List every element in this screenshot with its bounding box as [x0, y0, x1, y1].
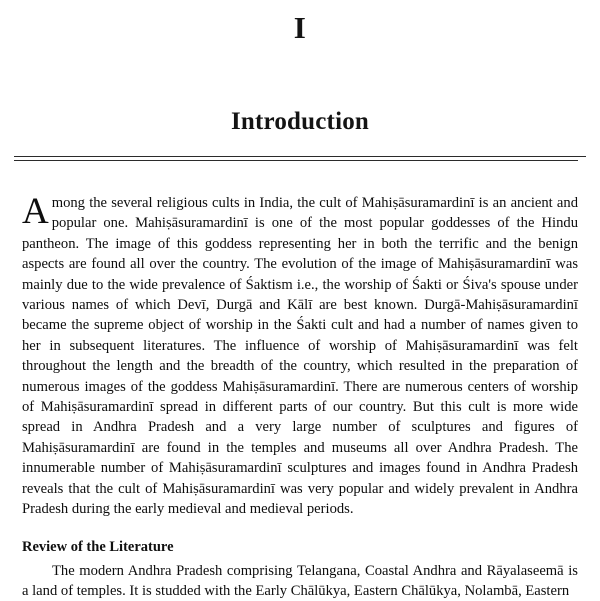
chapter-number: I [22, 0, 578, 43]
opening-paragraph-text: mong the several religious cults in India, the cult of Mahiṣāsuramardinī is an ancient and popular one. Mahiṣāsuramardinī is one of the most popular goddesses of the Hindu pantheon. The image of this goddess representing her in both the terrific and the benign aspects are found all over the country. The evolution of the image of Mahiṣāsuramardinī was mainly due to the wide prevalence of Śaktism i.e., the worship of Śakti or Śiva's spouse under various names of which Devī, Durgā and Kālī are best known. Durgā-Mahiṣāsuramardinī became the supreme object of worship in the Śakti cult and had a number of names given to her in subsequent literatures. The influence of worship of Mahiṣāsuramardinī was felt throughout the length and the breadth of the country, which resulted in the preparation of numerous images of the goddess Mahiṣāsuramardinī. There are numerous centers of worship of Mahiṣāsuramardinī spread in different parts of our country. But this cult is more wide spread in Andhra Pradesh and a very large number of sculptures and figures of Mahiṣāsuramardinī are found in the temples and museums all over Andhra Pradesh. The innumerable number of Mahiṣāsuramardinī sculptures and images found in Andhra Pradesh reveals that the cult of Mahiṣāsuramardinī was very popular and widely prevalent in Andhra Pradesh during the early medieval and medieval periods. [22, 195, 578, 517]
divider-line-top [14, 156, 586, 157]
drop-cap: A [22, 194, 52, 228]
section-heading-review-of-the-literature: Review of the Literature [22, 520, 578, 557]
second-paragraph: The modern Andhra Pradesh comprising Telangana, Coastal Andhra and Rāyalaseemā is a land of temples. It is studded with the Early Chālūkya, Eastern Chālūkya, Nolambā, Eastern [22, 557, 578, 601]
heading-divider [14, 156, 586, 161]
body-content [22, 193, 578, 601]
page-title: Introduction [22, 109, 578, 134]
divider-line-bottom [14, 160, 578, 161]
opening-paragraph [22, 193, 578, 520]
